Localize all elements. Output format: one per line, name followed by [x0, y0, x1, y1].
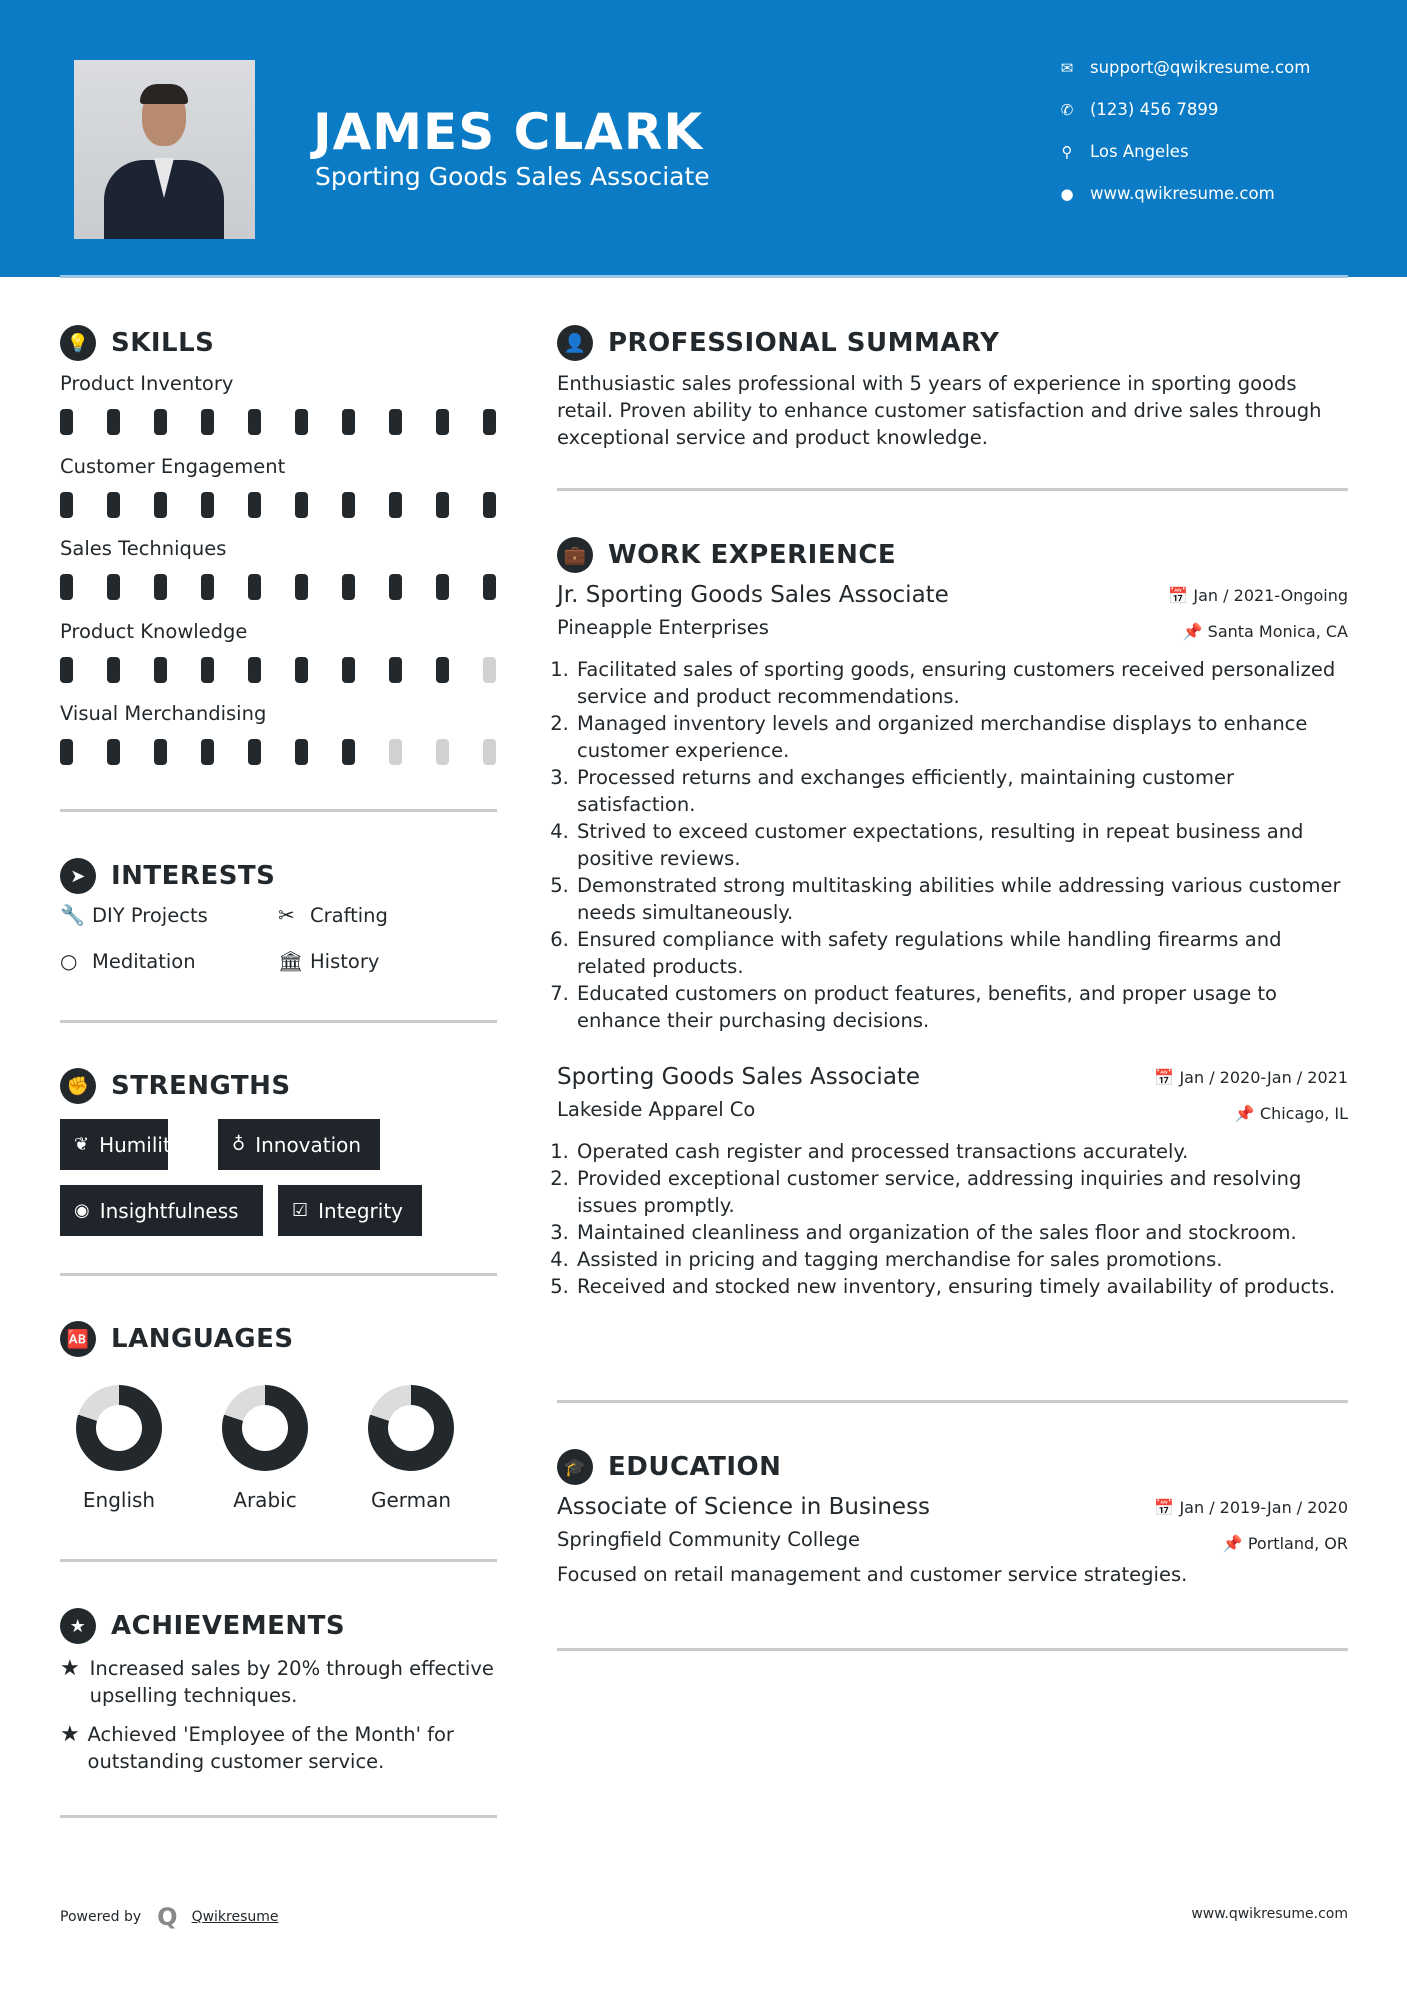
divider — [60, 1273, 497, 1276]
skill-pip — [389, 492, 402, 518]
strengths-heading: ✊ STRENGTHS — [60, 1068, 291, 1104]
skill-pip — [436, 492, 449, 518]
phone-icon: ✆ — [1060, 100, 1074, 119]
map-marker-icon: ⚲ — [1061, 142, 1073, 161]
job-bullet: 2. Provided exceptional customer service, addressing inquiries and resolving issues promptly. — [575, 1165, 1348, 1219]
skill-rating — [60, 492, 530, 518]
skill-pip — [201, 739, 214, 765]
pushpin-icon: 📌 — [1182, 622, 1208, 641]
divider — [60, 1020, 497, 1023]
skill-pip — [295, 657, 308, 683]
wrench-icon: 🔧 — [60, 903, 85, 927]
skill-pip — [107, 492, 120, 518]
envelope-icon: ✉ — [1060, 58, 1074, 77]
skill-pip — [483, 492, 496, 518]
skill-pip — [60, 574, 73, 600]
skill-label: Product Knowledge — [60, 619, 248, 643]
job-bullet: 4. Strived to exceed customer expectations, resulting in repeat business and positive reviews. — [575, 818, 1348, 872]
skill-rating — [60, 657, 530, 683]
skill-rating — [60, 574, 530, 600]
skill-pip — [436, 657, 449, 683]
job-title: Sporting Goods Sales Associate — [557, 1064, 921, 1090]
skill-pip — [248, 492, 261, 518]
achievement-item: ★ Increased sales by 20% through effective upselling techniques. — [60, 1656, 494, 1707]
skill-pip — [248, 574, 261, 600]
skill-pip — [483, 409, 496, 435]
skill-pip — [60, 657, 73, 683]
skill-pip — [248, 739, 261, 765]
skill-pip — [295, 739, 308, 765]
lightbulb-icon: 💡 — [60, 325, 96, 361]
skill-pip — [342, 409, 355, 435]
skill-pip — [342, 574, 355, 600]
skill-pip — [342, 492, 355, 518]
divider — [557, 1648, 1348, 1651]
scissors-icon: ✂ — [278, 903, 295, 927]
job-location: 📌 Chicago, IL — [1234, 1104, 1348, 1123]
job-bullet: 1. Facilitated sales of sporting goods, ensuring customers received personalized service and product recommendations. — [575, 656, 1348, 710]
languages-heading: 🆎 LANGUAGES — [60, 1321, 294, 1357]
interests-heading: ➤ INTERESTS — [60, 858, 275, 894]
circle-icon: ○ — [60, 949, 78, 973]
calendar-icon: 📅 — [1168, 586, 1194, 605]
candidate-title: Sporting Goods Sales Associate — [315, 162, 710, 191]
skill-pip — [248, 657, 261, 683]
interest-item: 🏛 History — [278, 949, 380, 973]
skill-rating — [60, 409, 530, 435]
globe-icon: ● — [1060, 184, 1074, 203]
contact-email[interactable]: ✉ support@qwikresume.com — [1055, 58, 1310, 77]
school: Springfield Community College — [557, 1528, 861, 1551]
skill-pip — [483, 739, 496, 765]
job-bullets — [557, 1138, 1348, 1300]
job-title: Jr. Sporting Goods Sales Associate — [557, 582, 949, 608]
eye-icon: ◉ — [74, 1200, 90, 1221]
degree: Associate of Science in Business — [557, 1494, 931, 1520]
job-entry — [557, 582, 1348, 1034]
calendar-icon: 📅 — [1154, 1068, 1180, 1087]
job-bullet: 1. Operated cash register and processed transactions accurately. — [575, 1138, 1348, 1165]
profile-photo — [74, 60, 255, 239]
job-bullet: 5. Demonstrated strong multitasking abilities while addressing various customer needs simultaneously. — [575, 872, 1348, 926]
divider — [60, 1815, 497, 1818]
achievements-heading: ★ ACHIEVEMENTS — [60, 1608, 345, 1644]
skill-pip — [201, 492, 214, 518]
skill-pip — [107, 657, 120, 683]
skill-pip — [342, 657, 355, 683]
skill-pip — [295, 574, 308, 600]
user-icon: 👤 — [557, 325, 593, 361]
skill-pip — [60, 739, 73, 765]
work-heading: 💼 WORK EXPERIENCE — [557, 537, 896, 573]
skill-pip — [154, 409, 167, 435]
check-square-icon: ☑ — [292, 1200, 309, 1221]
company: Lakeside Apparel Co — [557, 1098, 756, 1121]
skill-pip — [154, 574, 167, 600]
footer-site[interactable]: www.qwikresume.com — [1191, 1906, 1348, 1922]
skill-label: Sales Techniques — [60, 537, 227, 560]
skill-pip — [154, 492, 167, 518]
skill-rating — [60, 739, 530, 765]
language-donut — [222, 1385, 308, 1471]
qwikresume-link[interactable]: Qwikresume — [191, 1909, 279, 1925]
language-label: English — [82, 1488, 156, 1512]
pushpin-icon: 📌 — [1222, 1534, 1248, 1553]
strength-tag: ☑ Integrity — [278, 1185, 422, 1236]
skill-pip — [248, 409, 261, 435]
job-bullet: 3. Processed returns and exchanges efficiently, maintaining customer satisfaction. — [575, 764, 1348, 818]
skill-item — [60, 455, 530, 518]
skill-pip — [60, 492, 73, 518]
company: Pineapple Enterprises — [557, 616, 769, 639]
calendar-icon: 📅 — [1154, 1498, 1180, 1517]
contact-phone: ✆ (123) 456 7899 — [1055, 100, 1218, 119]
skill-pip — [436, 739, 449, 765]
skill-label: Product Inventory — [60, 372, 234, 395]
skill-pip — [60, 409, 73, 435]
job-location: 📌 Santa Monica, CA — [1182, 622, 1348, 641]
skill-pip — [295, 492, 308, 518]
skill-pip — [154, 657, 167, 683]
summary-heading: 👤 PROFESSIONAL SUMMARY — [557, 325, 999, 361]
divider — [557, 1400, 1348, 1403]
divider — [557, 488, 1348, 491]
skill-pip — [295, 409, 308, 435]
pushpin-icon: 📌 — [1234, 1104, 1260, 1123]
skill-pip — [436, 409, 449, 435]
skill-pip — [201, 657, 214, 683]
skill-pip — [389, 574, 402, 600]
skill-pip — [342, 739, 355, 765]
skills-heading: 💡 SKILLS — [60, 325, 214, 361]
contact-website[interactable]: ● www.qwikresume.com — [1055, 184, 1275, 203]
skill-pip — [483, 657, 496, 683]
language-label: German — [370, 1488, 452, 1512]
education-entry — [557, 1494, 1348, 1604]
education-desc: Focused on retail management and customer service strategies. — [557, 1563, 1188, 1586]
interest-item: ○ Meditation — [60, 949, 196, 973]
divider — [60, 275, 1348, 278]
shooting-star-icon: ★ — [60, 1722, 80, 1747]
skill-label: Customer Engagement — [60, 454, 286, 478]
skill-pip — [201, 409, 214, 435]
qwikresume-logo-icon: Q — [157, 1903, 178, 1931]
skill-pip — [389, 409, 402, 435]
skill-pip — [107, 409, 120, 435]
divider — [60, 809, 497, 812]
briefcase-icon: 💼 — [557, 537, 593, 573]
education-location: 📌 Portland, OR — [1222, 1534, 1348, 1553]
job-bullet: 7. Educated customers on product features, benefits, and proper usage to enhance their purchasing decisions. — [575, 980, 1348, 1034]
job-date: 📅 Jan / 2020-Jan / 2021 — [1154, 1068, 1348, 1087]
star-icon: ★ — [60, 1608, 96, 1644]
skill-pip — [107, 739, 120, 765]
job-bullet: 5. Received and stocked new inventory, ensuring timely availability of products. — [575, 1273, 1348, 1300]
skill-item — [60, 537, 530, 600]
interest-item: ✂ Crafting — [278, 903, 388, 927]
graduate-icon: 🎓 — [557, 1449, 593, 1485]
job-date: 📅 Jan / 2021-Ongoing — [1168, 586, 1348, 605]
language-donut — [368, 1385, 454, 1471]
shooting-star-icon: ★ — [60, 1656, 80, 1681]
interest-item: 🔧 DIY Projects — [60, 903, 208, 927]
strength-tag: ❦ Humility — [60, 1119, 168, 1170]
language-label: Arabic — [233, 1488, 297, 1512]
leaf-icon: ❦ — [74, 1134, 90, 1155]
education-date: 📅 Jan / 2019-Jan / 2020 — [1154, 1498, 1348, 1517]
work-list — [557, 582, 1348, 1330]
summary-text: Enthusiastic sales professional with 5 years of experience in sporting goods retail. Proven ability to enhance customer satisfaction and drive sales through exceptional service and product knowledge. — [557, 372, 1322, 449]
achievement-item: ★ Achieved 'Employee of the Month' for outstanding customer service. — [60, 1722, 454, 1773]
skill-pip — [436, 574, 449, 600]
language-icon: 🆎 — [60, 1321, 96, 1357]
strength-tag: ♁ Innovation — [218, 1119, 380, 1170]
job-bullet: 4. Assisted in pricing and tagging merchandise for sales promotions. — [575, 1246, 1348, 1273]
job-bullets — [557, 656, 1348, 1034]
institution-icon: 🏛 — [278, 949, 304, 973]
skill-pip — [483, 574, 496, 600]
divider — [60, 1559, 497, 1562]
skill-pip — [107, 574, 120, 600]
skill-pip — [201, 574, 214, 600]
paper-plane-icon: ➤ — [60, 858, 96, 894]
job-bullet: 6. Ensured compliance with safety regulations while handling firearms and related products. — [575, 926, 1348, 980]
skill-item — [60, 620, 530, 683]
job-entry — [557, 1064, 1348, 1300]
candidate-name: JAMES CLARK — [313, 103, 704, 161]
skill-pip — [389, 657, 402, 683]
fist-icon: ✊ — [60, 1068, 96, 1104]
skill-item — [60, 702, 530, 765]
job-bullet: 3. Maintained cleanliness and organization of the sales floor and stockroom. — [575, 1219, 1348, 1246]
footer-powered: Powered by Q Qwikresume — [60, 1903, 279, 1931]
strength-tag: ◉ Insightfulness — [60, 1185, 263, 1236]
lightbulb-icon: ♁ — [232, 1134, 246, 1155]
skill-item — [60, 372, 530, 435]
education-heading: 🎓 EDUCATION — [557, 1449, 781, 1485]
contact-location: ⚲ Los Angeles — [1055, 142, 1189, 161]
skill-pip — [389, 739, 402, 765]
skill-pip — [154, 739, 167, 765]
language-donut — [76, 1385, 162, 1471]
skill-label: Visual Merchandising — [60, 702, 267, 725]
job-bullet: 2. Managed inventory levels and organized merchandise displays to enhance customer experience. — [575, 710, 1348, 764]
